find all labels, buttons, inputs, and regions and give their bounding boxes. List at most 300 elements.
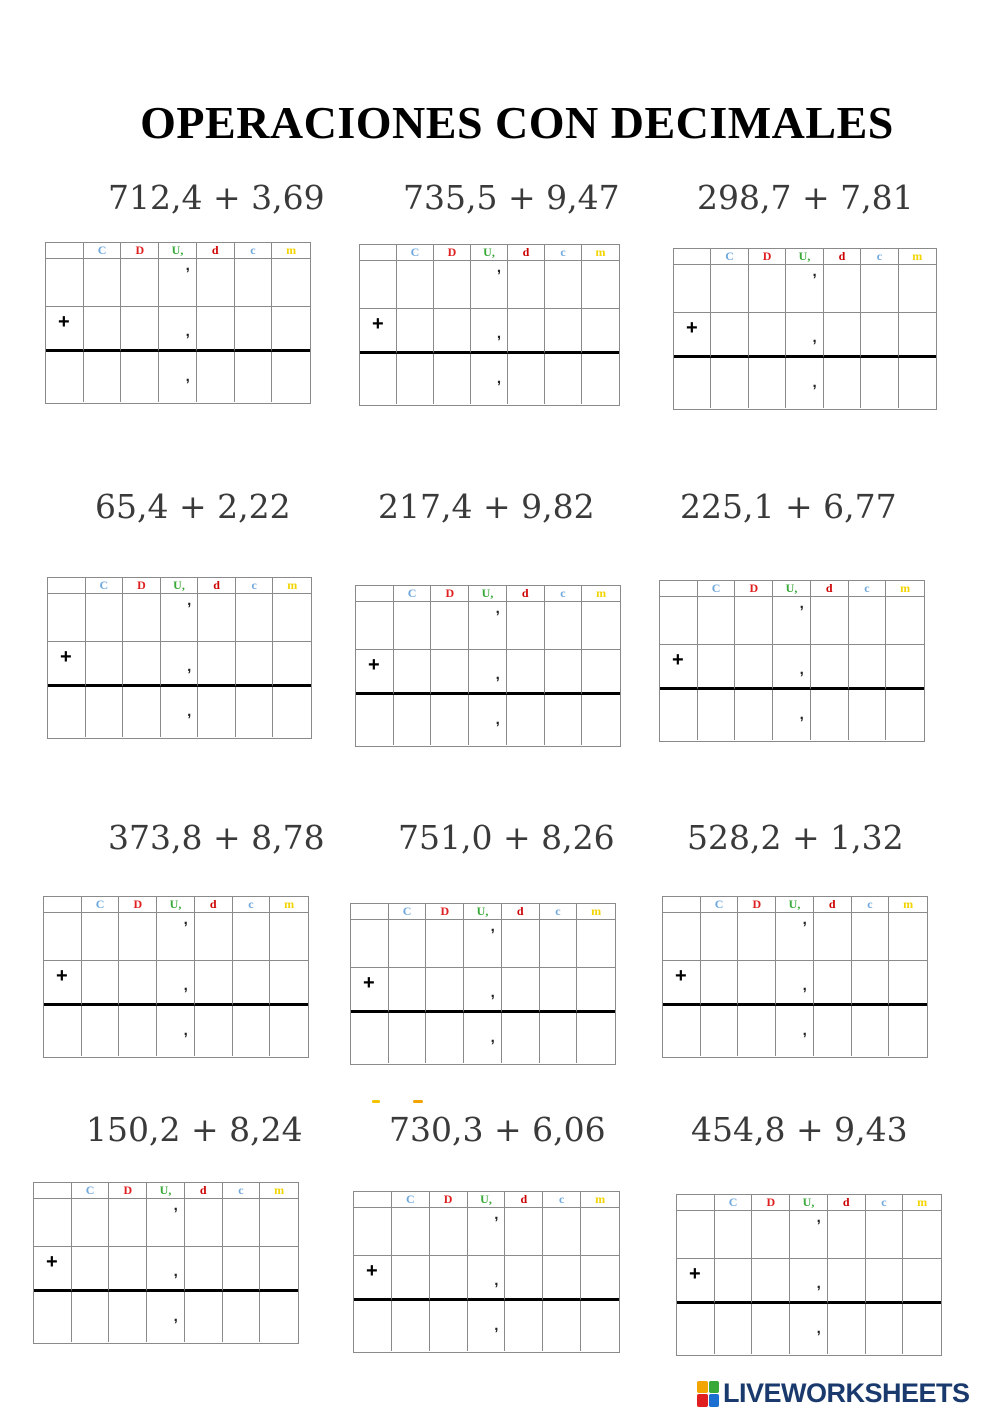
answer-cell[interactable] — [123, 687, 161, 737]
answer-cell[interactable] — [233, 1006, 271, 1056]
digit-cell[interactable] — [123, 642, 161, 687]
digit-cell[interactable] — [701, 913, 739, 961]
answer-cell[interactable] — [195, 1006, 233, 1056]
answer-cell[interactable] — [161, 687, 199, 737]
digit-cell[interactable] — [715, 1211, 753, 1259]
decimal-comma: , — [490, 918, 495, 935]
digit-cell[interactable] — [715, 1259, 753, 1304]
digit-cell[interactable] — [72, 1247, 110, 1292]
digit-cell[interactable] — [545, 602, 583, 650]
decimal-comma: , — [173, 1197, 178, 1214]
digit-cell[interactable] — [426, 968, 464, 1013]
answer-cell[interactable] — [468, 1301, 506, 1351]
answer-cell[interactable] — [502, 1013, 540, 1063]
digit-cell[interactable] — [811, 645, 849, 690]
decimal-comma: , — [496, 325, 501, 342]
answer-cell[interactable] — [397, 354, 434, 404]
digit-cell[interactable] — [195, 913, 233, 961]
answer-cell[interactable] — [471, 354, 508, 404]
plus-sign: + — [686, 317, 698, 339]
answer-cell[interactable] — [389, 1013, 427, 1063]
digit-cell[interactable] — [849, 645, 887, 690]
decimal-comma: , — [495, 711, 500, 728]
digit-cell[interactable] — [394, 650, 432, 695]
decimal-comma: , — [799, 661, 804, 678]
answer-cell[interactable] — [235, 352, 273, 402]
digit-cell[interactable] — [147, 1199, 185, 1247]
digit-cell[interactable] — [159, 259, 197, 307]
digit-cell[interactable] — [786, 313, 823, 358]
answer-cell[interactable] — [426, 1013, 464, 1063]
digit-cell[interactable] — [711, 313, 748, 358]
answer-cell[interactable] — [582, 354, 619, 404]
decimal-comma: , — [173, 1263, 178, 1280]
decimal-comma: , — [816, 1209, 821, 1226]
answer-cell[interactable] — [866, 1304, 904, 1354]
column-header: m — [886, 581, 924, 597]
column-header: C — [86, 578, 124, 594]
digit-cell[interactable] — [582, 309, 619, 354]
answer-cell[interactable] — [811, 690, 849, 740]
problem-expression: 373,8 + 8,78 — [108, 818, 325, 857]
answer-cell[interactable] — [197, 352, 235, 402]
digit-cell[interactable] — [735, 645, 773, 690]
answer-cell[interactable] — [430, 1301, 468, 1351]
digit-cell[interactable] — [121, 307, 159, 352]
answer-cell[interactable] — [711, 358, 748, 408]
digit-cell[interactable] — [698, 645, 736, 690]
digit-cell[interactable] — [195, 961, 233, 1006]
digit-cell[interactable] — [157, 961, 195, 1006]
problem-expression: 751,0 + 8,26 — [398, 818, 615, 857]
column-header: c — [543, 1192, 581, 1208]
digit-cell[interactable] — [852, 913, 890, 961]
answer-cell[interactable] — [849, 690, 887, 740]
digit-cell[interactable] — [543, 1256, 581, 1301]
column-header: U, — [147, 1183, 185, 1199]
digit-cell[interactable] — [540, 968, 578, 1013]
answer-cell[interactable] — [540, 1013, 578, 1063]
answer-cell[interactable] — [505, 1301, 543, 1351]
column-header: m — [577, 904, 615, 920]
digit-cell[interactable] — [889, 913, 927, 961]
digit-cell[interactable] — [889, 961, 927, 1006]
digit-cell[interactable] — [543, 1208, 581, 1256]
digit-cell[interactable] — [502, 920, 540, 968]
answer-cell[interactable] — [828, 1304, 866, 1354]
digit-cell[interactable] — [582, 602, 620, 650]
answer-cell[interactable] — [903, 1304, 941, 1354]
digit-cell[interactable] — [776, 913, 814, 961]
answer-cell[interactable] — [824, 358, 861, 408]
answer-cell — [663, 1006, 701, 1056]
answer-cell[interactable] — [147, 1292, 185, 1342]
column-header: m — [899, 249, 936, 265]
answer-cell[interactable] — [86, 687, 124, 737]
column-header: U, — [159, 243, 197, 259]
answer-cell[interactable] — [119, 1006, 157, 1056]
digit-cell[interactable] — [505, 1256, 543, 1301]
digit-cell[interactable] — [903, 1211, 941, 1259]
header-blank-cell — [360, 245, 397, 261]
digit-cell[interactable] — [392, 1256, 430, 1301]
digit-cell[interactable] — [711, 265, 748, 313]
digit-cell[interactable] — [824, 265, 861, 313]
digit-cell[interactable] — [861, 265, 898, 313]
column-header: C — [698, 581, 736, 597]
answer-cell[interactable] — [581, 1301, 619, 1351]
digit-cell[interactable] — [749, 313, 786, 358]
digit-cell[interactable] — [866, 1259, 904, 1304]
digit-cell[interactable] — [82, 913, 120, 961]
answer-cell[interactable] — [701, 1006, 739, 1056]
digit-cell[interactable] — [577, 968, 615, 1013]
digit-cell[interactable] — [508, 261, 545, 309]
digit-cell[interactable] — [260, 1199, 298, 1247]
digit-cell[interactable] — [397, 261, 434, 309]
place-value-grid — [47, 577, 312, 739]
answer-cell[interactable] — [545, 354, 582, 404]
digit-cell[interactable] — [157, 913, 195, 961]
digit-cell[interactable] — [147, 1247, 185, 1292]
digit-cell[interactable] — [468, 1256, 506, 1301]
header-blank-cell — [46, 243, 84, 259]
digit-cell — [48, 594, 86, 642]
column-header: d — [507, 586, 545, 602]
digit-cell[interactable] — [735, 597, 773, 645]
digit-cell[interactable] — [236, 642, 274, 687]
column-header: c — [866, 1195, 904, 1211]
answer-cell — [360, 354, 397, 404]
digit-cell[interactable] — [82, 961, 120, 1006]
answer-cell[interactable] — [582, 695, 620, 745]
column-header: D — [426, 904, 464, 920]
digit-cell[interactable] — [852, 961, 890, 1006]
digit-cell — [46, 307, 84, 352]
digit-cell[interactable] — [72, 1199, 110, 1247]
digit-cell[interactable] — [389, 968, 427, 1013]
digit-cell[interactable] — [469, 650, 507, 695]
header-blank-cell — [356, 586, 394, 602]
digit-cell[interactable] — [545, 309, 582, 354]
digit-cell[interactable] — [84, 307, 122, 352]
answer-cell[interactable] — [236, 687, 274, 737]
answer-cell[interactable] — [82, 1006, 120, 1056]
digit-cell[interactable] — [260, 1247, 298, 1292]
liveworksheets-logo-icon — [697, 1381, 719, 1407]
digit-cell[interactable] — [233, 913, 271, 961]
column-header: c — [236, 578, 274, 594]
digit-cell[interactable] — [394, 602, 432, 650]
digit-cell[interactable] — [397, 309, 434, 354]
column-header: m — [889, 897, 927, 913]
column-header: C — [392, 1192, 430, 1208]
digit-cell[interactable] — [270, 913, 308, 961]
digit-cell[interactable] — [903, 1259, 941, 1304]
digit-cell[interactable] — [86, 642, 124, 687]
answer-cell[interactable] — [889, 1006, 927, 1056]
digit-cell — [360, 261, 397, 309]
digit-cell[interactable] — [469, 602, 507, 650]
answer-cell[interactable] — [185, 1292, 223, 1342]
decimal-comma: , — [495, 666, 500, 683]
digit-cell[interactable] — [811, 597, 849, 645]
column-header: m — [272, 243, 310, 259]
digit-cell[interactable] — [507, 602, 545, 650]
digit-cell[interactable] — [272, 259, 310, 307]
answer-cell[interactable] — [159, 352, 197, 402]
answer-cell[interactable] — [786, 358, 823, 408]
decimal-comma: , — [812, 374, 817, 391]
column-header: U, — [161, 578, 199, 594]
digit-cell[interactable] — [273, 594, 311, 642]
digit-cell[interactable] — [581, 1256, 619, 1301]
digit-cell[interactable] — [824, 313, 861, 358]
plus-sign: + — [363, 972, 375, 994]
digit-cell — [663, 913, 701, 961]
answer-cell[interactable] — [749, 358, 786, 408]
digit-cell[interactable] — [235, 307, 273, 352]
digit-cell[interactable] — [464, 920, 502, 968]
digit-cell[interactable] — [773, 645, 811, 690]
answer-cell[interactable] — [272, 352, 310, 402]
answer-cell[interactable] — [790, 1304, 828, 1354]
digit-cell[interactable] — [426, 920, 464, 968]
answer-cell[interactable] — [392, 1301, 430, 1351]
decimal-comma: , — [496, 370, 501, 387]
digit-cell[interactable] — [752, 1211, 790, 1259]
answer-cell — [48, 687, 86, 737]
digit-cell[interactable] — [849, 597, 887, 645]
column-header: D — [123, 578, 161, 594]
answer-cell[interactable] — [84, 352, 122, 402]
digit-cell[interactable] — [577, 920, 615, 968]
digit-cell[interactable] — [233, 961, 271, 1006]
digit-cell[interactable] — [236, 594, 274, 642]
digit-cell[interactable] — [790, 1211, 828, 1259]
decimal-comma: , — [183, 1022, 188, 1039]
decimal-comma: , — [494, 1272, 499, 1289]
answer-cell[interactable] — [508, 354, 545, 404]
digit-cell[interactable] — [389, 920, 427, 968]
answer-cell[interactable] — [577, 1013, 615, 1063]
digit-cell[interactable] — [185, 1247, 223, 1292]
digit-cell — [354, 1208, 392, 1256]
column-header: C — [397, 245, 434, 261]
digit-cell[interactable] — [738, 961, 776, 1006]
column-header: c — [540, 904, 578, 920]
digit-cell[interactable] — [430, 1256, 468, 1301]
digit-cell[interactable] — [507, 650, 545, 695]
digit-cell[interactable] — [109, 1199, 147, 1247]
answer-cell[interactable] — [752, 1304, 790, 1354]
digit-cell — [663, 961, 701, 1006]
answer-cell[interactable] — [109, 1292, 147, 1342]
digit-cell[interactable] — [540, 920, 578, 968]
answer-cell[interactable] — [776, 1006, 814, 1056]
liveworksheets-logo — [697, 1378, 970, 1409]
answer-cell[interactable] — [270, 1006, 308, 1056]
answer-cell[interactable] — [861, 358, 898, 408]
header-blank-cell — [674, 249, 711, 265]
decimal-comma: , — [816, 1320, 821, 1337]
digit-cell[interactable] — [828, 1211, 866, 1259]
answer-cell[interactable] — [223, 1292, 261, 1342]
answer-cell[interactable] — [431, 695, 469, 745]
answer-cell[interactable] — [121, 352, 159, 402]
answer-cell — [677, 1304, 715, 1354]
digit-cell[interactable] — [582, 650, 620, 695]
answer-cell[interactable] — [715, 1304, 753, 1354]
digit-cell[interactable] — [464, 968, 502, 1013]
decimal-comma: , — [802, 1022, 807, 1039]
digit-cell[interactable] — [123, 594, 161, 642]
digit-cell[interactable] — [698, 597, 736, 645]
column-header: m — [260, 1183, 298, 1199]
digit-cell[interactable] — [468, 1208, 506, 1256]
digit-cell[interactable] — [828, 1259, 866, 1304]
digit-cell[interactable] — [886, 645, 924, 690]
answer-cell[interactable] — [469, 695, 507, 745]
problem-expression: 454,8 + 9,43 — [691, 1110, 908, 1149]
answer-cell[interactable] — [545, 695, 583, 745]
answer-cell[interactable] — [72, 1292, 110, 1342]
digit-cell[interactable] — [776, 961, 814, 1006]
header-blank-cell — [34, 1183, 72, 1199]
answer-cell[interactable] — [735, 690, 773, 740]
digit-cell — [34, 1247, 72, 1292]
plus-sign: + — [368, 654, 380, 676]
digit-cell[interactable] — [752, 1259, 790, 1304]
answer-cell[interactable] — [886, 690, 924, 740]
digit-cell[interactable] — [272, 307, 310, 352]
answer-cell[interactable] — [543, 1301, 581, 1351]
digit-cell[interactable] — [434, 309, 471, 354]
answer-cell[interactable] — [738, 1006, 776, 1056]
column-header: c — [849, 581, 887, 597]
digit-cell[interactable] — [86, 594, 124, 642]
digit-cell[interactable] — [773, 597, 811, 645]
digit-cell[interactable] — [786, 265, 823, 313]
answer-cell[interactable] — [773, 690, 811, 740]
digit-cell[interactable] — [545, 261, 582, 309]
digit-cell[interactable] — [197, 259, 235, 307]
digit-cell[interactable] — [392, 1208, 430, 1256]
digit-cell[interactable] — [161, 642, 199, 687]
header-blank-cell — [351, 904, 389, 920]
answer-cell[interactable] — [814, 1006, 852, 1056]
digit-cell[interactable] — [471, 309, 508, 354]
digit-cell[interactable] — [223, 1199, 261, 1247]
column-header: D — [121, 243, 159, 259]
digit-cell[interactable] — [505, 1208, 543, 1256]
digit-cell[interactable] — [197, 307, 235, 352]
digit-cell[interactable] — [434, 261, 471, 309]
digit-cell[interactable] — [749, 265, 786, 313]
digit-cell[interactable] — [223, 1247, 261, 1292]
column-header: d — [508, 245, 545, 261]
digit-cell[interactable] — [431, 650, 469, 695]
column-header: m — [581, 1192, 619, 1208]
digit-cell — [351, 920, 389, 968]
decimal-comma: , — [812, 329, 817, 346]
digit-cell[interactable] — [121, 259, 159, 307]
digit-cell[interactable] — [430, 1208, 468, 1256]
digit-cell[interactable] — [899, 265, 936, 313]
digit-cell[interactable] — [814, 961, 852, 1006]
digit-cell[interactable] — [738, 913, 776, 961]
digit-cell[interactable] — [790, 1259, 828, 1304]
digit-cell[interactable] — [109, 1247, 147, 1292]
digit-cell[interactable] — [431, 602, 469, 650]
answer-cell[interactable] — [507, 695, 545, 745]
decimal-comma: , — [802, 977, 807, 994]
plus-sign: + — [366, 1260, 378, 1282]
digit-cell[interactable] — [119, 961, 157, 1006]
problem-expression: 298,7 + 7,81 — [697, 178, 914, 217]
digit-cell[interactable] — [198, 642, 236, 687]
answer-cell[interactable] — [394, 695, 432, 745]
digit-cell[interactable] — [701, 961, 739, 1006]
digit-cell[interactable] — [886, 597, 924, 645]
digit-cell[interactable] — [235, 259, 273, 307]
digit-cell[interactable] — [84, 259, 122, 307]
answer-cell[interactable] — [852, 1006, 890, 1056]
decimal-comma: , — [185, 323, 190, 340]
column-header: D — [431, 586, 469, 602]
column-header: C — [84, 243, 122, 259]
answer-cell — [34, 1292, 72, 1342]
digit-cell[interactable] — [270, 961, 308, 1006]
plus-sign: + — [689, 1263, 701, 1285]
digit-cell[interactable] — [159, 307, 197, 352]
answer-cell[interactable] — [260, 1292, 298, 1342]
answer-cell[interactable] — [157, 1006, 195, 1056]
problem-expression: 712,4 + 3,69 — [108, 178, 325, 217]
digit-cell[interactable] — [899, 313, 936, 358]
digit-cell[interactable] — [814, 913, 852, 961]
answer-cell[interactable] — [464, 1013, 502, 1063]
place-value-grid — [355, 585, 621, 747]
digit-cell[interactable] — [581, 1208, 619, 1256]
answer-cell[interactable] — [273, 687, 311, 737]
digit-cell[interactable] — [508, 309, 545, 354]
digit-cell[interactable] — [502, 968, 540, 1013]
digit-cell[interactable] — [866, 1211, 904, 1259]
digit-cell[interactable] — [198, 594, 236, 642]
digit-cell[interactable] — [471, 261, 508, 309]
header-blank-cell — [44, 897, 82, 913]
answer-cell[interactable] — [198, 687, 236, 737]
column-header: m — [582, 245, 619, 261]
digit-cell[interactable] — [119, 913, 157, 961]
digit-cell[interactable] — [582, 261, 619, 309]
digit-cell — [674, 313, 711, 358]
answer-cell[interactable] — [434, 354, 471, 404]
decimal-comma: , — [495, 600, 500, 617]
digit-cell[interactable] — [273, 642, 311, 687]
digit-cell[interactable] — [545, 650, 583, 695]
digit-cell[interactable] — [161, 594, 199, 642]
answer-cell[interactable] — [899, 358, 936, 408]
problem-expression: 528,2 + 1,32 — [687, 818, 904, 857]
digit-cell[interactable] — [861, 313, 898, 358]
place-value-grid — [676, 1194, 942, 1356]
column-header: c — [545, 245, 582, 261]
digit-cell[interactable] — [185, 1199, 223, 1247]
answer-cell[interactable] — [698, 690, 736, 740]
place-value-grid — [33, 1182, 299, 1344]
